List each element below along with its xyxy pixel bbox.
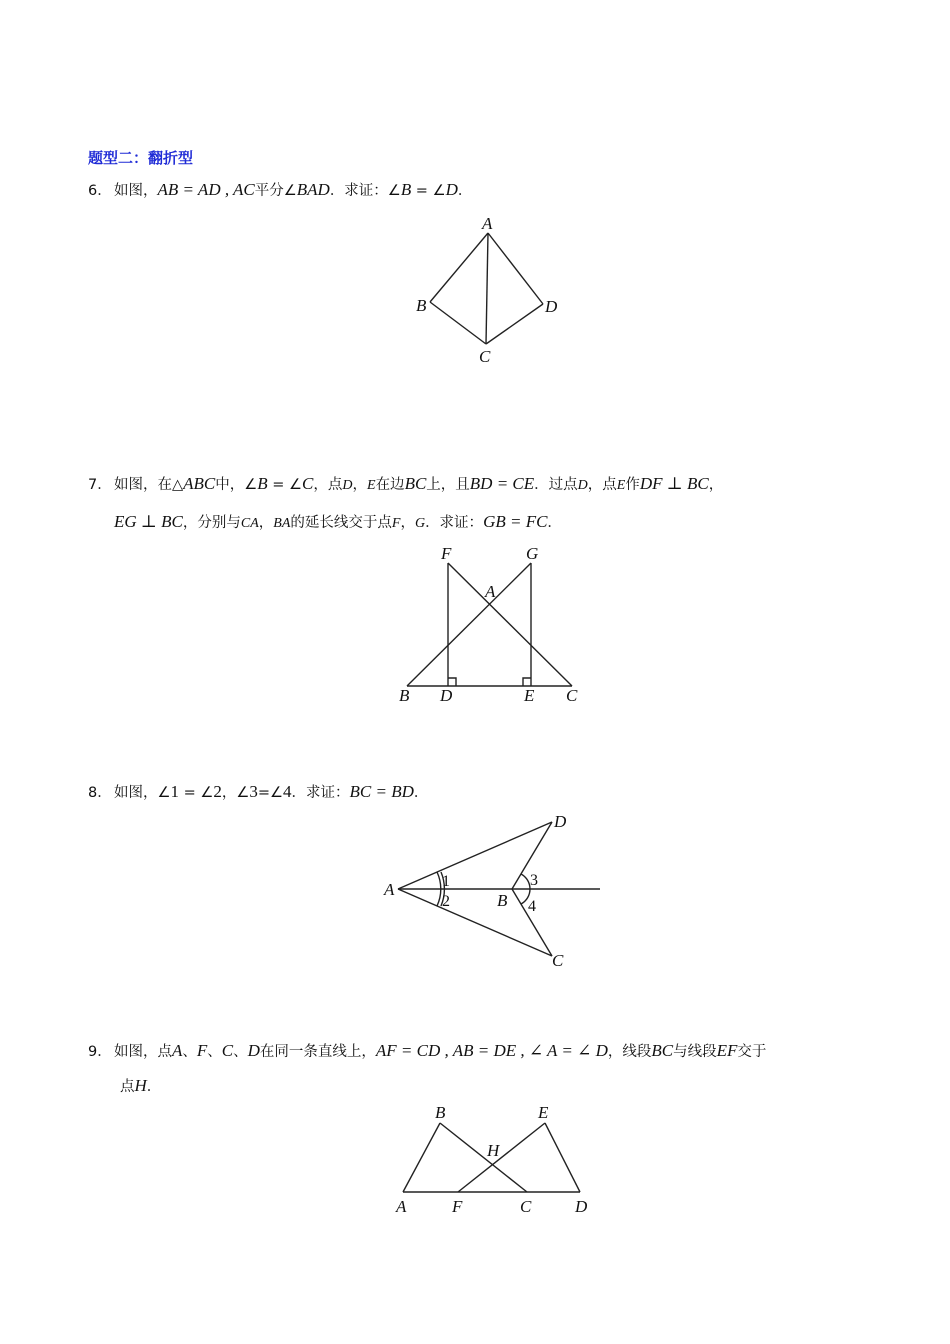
statement-text: ，分别与	[182, 515, 241, 531]
statement-text: =∠	[257, 785, 284, 801]
section-title: 题型二：翻折型	[88, 149, 194, 167]
statement-text: ．	[457, 183, 473, 199]
label-c: C	[566, 686, 578, 705]
statement-text: ABC	[183, 474, 216, 493]
statement-text: ，	[708, 477, 724, 493]
statement-text: C	[221, 1041, 234, 1060]
label-c: C	[520, 1197, 532, 1216]
statement-text: EF	[716, 1041, 738, 1060]
label-e: E	[538, 1103, 549, 1122]
statement-text: A	[172, 1041, 183, 1060]
label-h: H	[487, 1141, 500, 1160]
label-d: D	[554, 812, 567, 831]
statement-text: 、	[207, 1044, 222, 1060]
statement-text: D	[342, 478, 353, 493]
problem-number: 7．	[88, 477, 112, 493]
label-g: G	[526, 544, 539, 563]
statement-text: 交于	[737, 1044, 767, 1060]
statement-text: 如图，	[114, 183, 158, 199]
statement-text: C	[302, 474, 314, 493]
statement-text: E	[367, 478, 376, 493]
statement-text: ．求证：	[291, 785, 350, 801]
label-c: C	[479, 347, 491, 366]
statement-text: ，线段	[607, 1044, 652, 1060]
statement-text: BA	[273, 516, 291, 531]
statement-text: 在边	[375, 477, 405, 493]
label-f: F	[452, 1197, 463, 1216]
statement-text: ，	[400, 515, 415, 531]
segment-bc	[440, 1123, 527, 1192]
label-angle-3: 3	[530, 872, 538, 889]
statement-text: ．	[413, 785, 429, 801]
statement-text: BC	[651, 1041, 674, 1060]
statement-text: 作	[625, 477, 640, 493]
statement-text: ，	[352, 477, 367, 493]
statement-text: BAD	[296, 180, 330, 199]
statement-text: 、	[233, 1044, 248, 1060]
statement-text: 如图，点	[114, 1044, 172, 1060]
statement-text: BD = CE	[469, 474, 535, 493]
statement-text: G	[414, 516, 426, 531]
statement-text: D	[577, 478, 588, 493]
statement-text: = ∠	[179, 785, 214, 801]
label-d: D	[440, 686, 453, 705]
label-d: D	[575, 1197, 588, 1216]
statement-text: 如图，在△	[114, 477, 184, 493]
statement-text: ．求证：∠	[329, 183, 401, 199]
statement-text: B	[400, 180, 412, 199]
statement-text: BC = BD	[349, 782, 414, 801]
label-e: E	[524, 686, 535, 705]
statement-text: AF = CD , AB = DE , ∠ A = ∠ D	[375, 1041, 608, 1060]
segment-ab	[403, 1123, 440, 1192]
statement-text: B	[257, 474, 268, 493]
statement-text: H	[134, 1076, 147, 1095]
statement-text: E	[616, 478, 626, 493]
statement-text: 的延长线交于点	[290, 515, 392, 531]
label-c: C	[552, 951, 564, 970]
statement-text: EG ⊥ BC	[114, 512, 183, 531]
statement-text: 点	[120, 1079, 135, 1095]
statement-text: 在同一条直线上，	[259, 1044, 376, 1060]
statement-text: F	[391, 516, 401, 531]
statement-text: 如图，∠	[114, 785, 171, 801]
statement-text: ，点	[587, 477, 617, 493]
statement-text: ，	[258, 515, 274, 531]
label-angle-2: 2	[442, 893, 450, 910]
segment-de	[545, 1123, 580, 1192]
label-d: D	[545, 297, 558, 316]
label-b: B	[399, 686, 410, 705]
problem-number: 8．	[88, 785, 112, 801]
statement-text: DF ⊥ BC	[639, 474, 709, 493]
statement-text: ．过点	[534, 477, 578, 493]
label-b: B	[497, 891, 508, 910]
statement-text: 4	[283, 782, 292, 801]
statement-text: 平分∠	[254, 183, 297, 199]
label-a: A	[384, 880, 395, 899]
label-b: B	[435, 1103, 446, 1122]
statement-text: ．求证：	[425, 515, 484, 531]
statement-text: 、	[182, 1044, 197, 1060]
label-b: B	[416, 296, 427, 315]
statement-text: ．	[547, 515, 562, 531]
statement-text: = ∠	[411, 183, 446, 199]
statement-text: ，点	[313, 477, 343, 493]
label-a: A	[485, 582, 496, 601]
statement-text: 上，且	[426, 477, 470, 493]
statement-text: CA	[240, 516, 259, 531]
statement-text: 1	[170, 782, 179, 801]
statement-text: BC	[404, 474, 427, 493]
segment-ef	[458, 1123, 545, 1192]
label-angle-1: 1	[442, 873, 450, 890]
label-angle-4: 4	[528, 898, 536, 915]
statement-text: ．	[146, 1079, 162, 1095]
label-f: F	[441, 544, 452, 563]
problem-number: 9．	[88, 1044, 112, 1060]
statement-text: 2	[213, 782, 222, 801]
statement-text: = ∠	[267, 477, 303, 493]
label-a: A	[482, 214, 493, 233]
statement-text: D	[247, 1041, 260, 1060]
statement-text: ，∠	[221, 785, 250, 801]
statement-text: 中，∠	[215, 477, 258, 493]
statement-text: F	[196, 1041, 208, 1060]
statement-text: GB = FC	[483, 512, 548, 531]
label-a: A	[396, 1197, 407, 1216]
statement-text: D	[445, 180, 458, 199]
problem-number: 6．	[88, 183, 112, 199]
statement-text: AB = AD , AC	[157, 180, 255, 199]
statement-text: 与线段	[673, 1044, 717, 1060]
statement-text: 3	[249, 782, 258, 801]
